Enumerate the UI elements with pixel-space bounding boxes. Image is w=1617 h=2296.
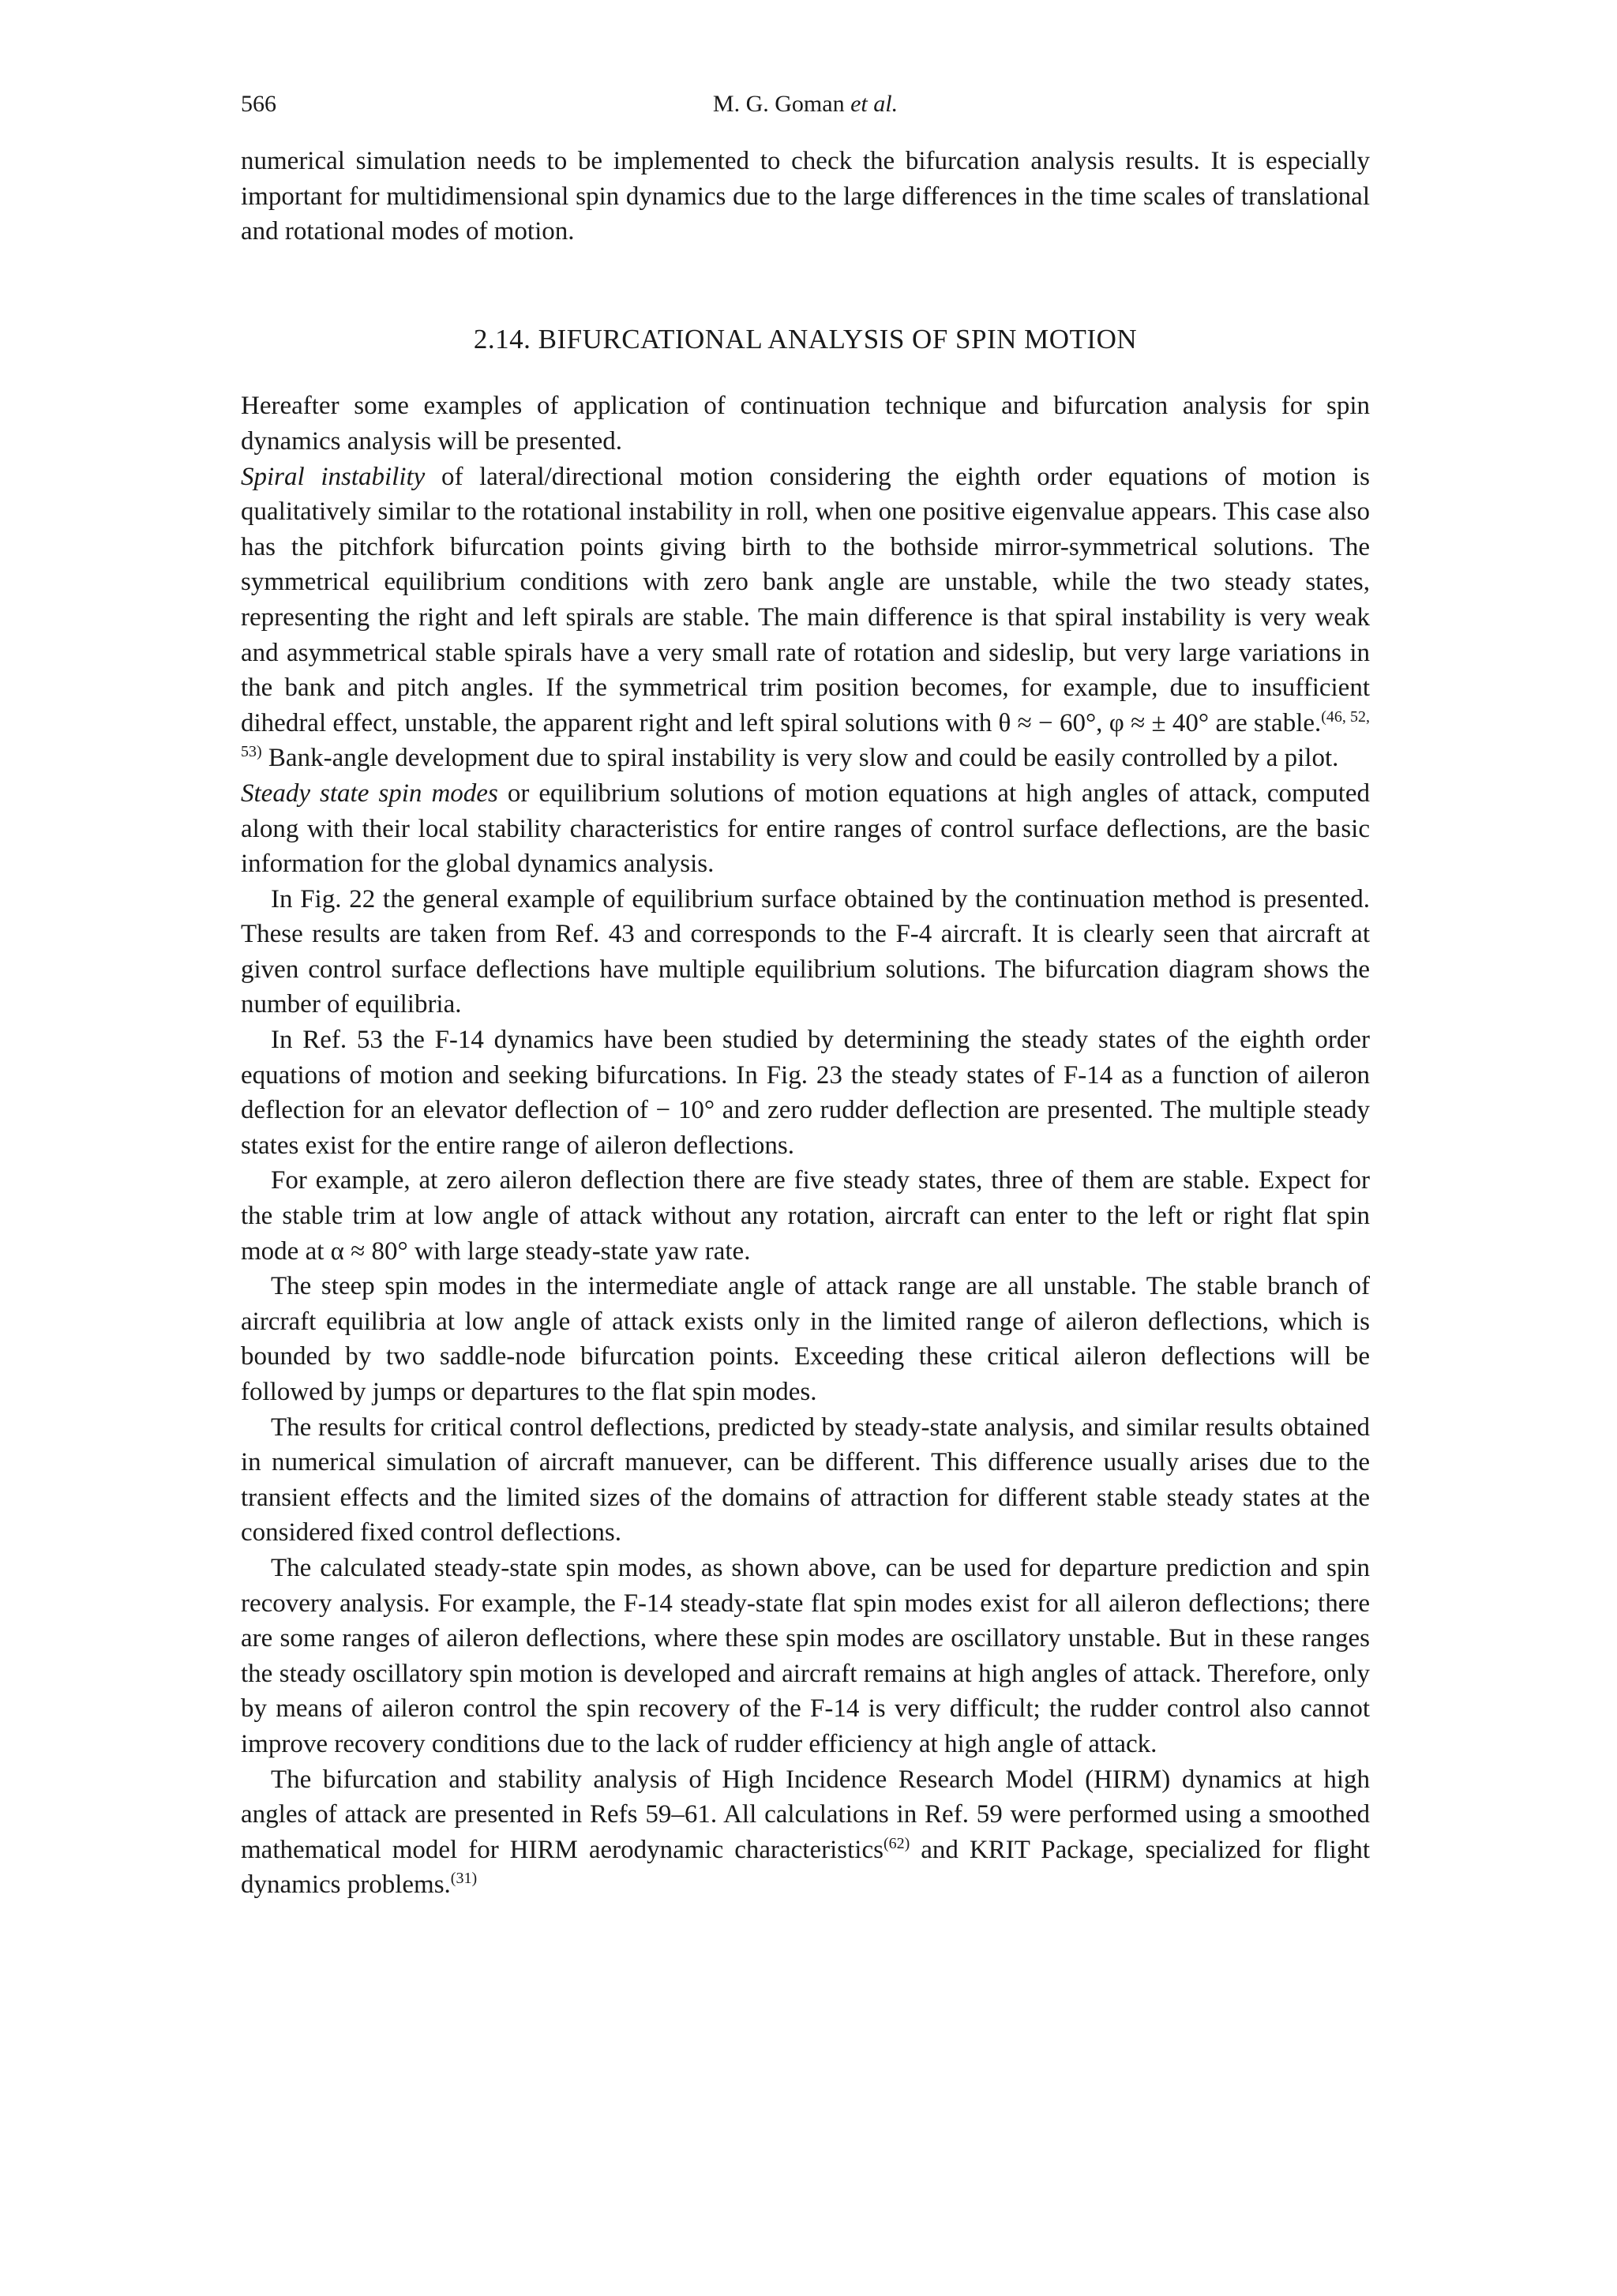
paragraph-spin-recovery: The calculated steady-state spin modes, as shown above, can be used for departure prediction and spin recovery analysis. For example, the F-14 steady-state flat spin modes exist for all aileron deflections; there are some ranges of aileron deflections, where these spin modes are oscillatory unstable. But in these ranges the steady oscillatory spin motion is developed and aircraft remains at high angles of attack. Therefore, only by means of aileron control the spin recovery of the F-14 is very difficult; the rudder control also cannot improve recovery conditions due to the lack of rudder efficiency at high angle of attack. bbox=[241, 1553, 1370, 1758]
citation-ref: (62) bbox=[883, 1834, 910, 1852]
paragraph-spiral-instability bbox=[241, 460, 1370, 776]
running-head-authors: M. G. Goman bbox=[712, 91, 845, 117]
section-title: BIFURCATIONAL ANALYSIS OF SPIN MOTION bbox=[538, 323, 1138, 355]
paragraph-hirm bbox=[241, 1762, 1370, 1903]
paragraph-lead-term: Steady state spin modes bbox=[241, 778, 498, 808]
paragraph-zero-aileron: For example, at zero aileron deflection there are five steady states, three of them are stable. Expect for the stable trim at low angle of attack without any rotation, aircraft can enter to the left or right flat spin mode at α ≈ 80° with large steady-state yaw rate. bbox=[241, 1166, 1370, 1266]
section-heading bbox=[241, 322, 1370, 358]
paragraph-steep-spin-modes: The steep spin modes in the intermediate angle of attack range are all unstable. The stable branch of aircraft equilibria at low angle of attack exists only in the limited range of aileron deflections, which is bounded by two saddle-node bifurcation points. Exceeding these critical aileron deflections will be followed by jumps or departures to the flat spin modes. bbox=[241, 1272, 1370, 1406]
paragraph-fig22: In Fig. 22 the general example of equilibrium surface obtained by the continuation method is presented. These results are taken from Ref. 43 and corresponds to the F-4 aircraft. It is clearly seen that aircraft at given control surface deflections have multiple equilibrium solutions. The bifurcation diagram shows the number of equilibria. bbox=[241, 884, 1370, 1019]
paragraph-body: or equilibrium solutions of motion equations at high angles of attack, computed along with their local stability characteristics for entire ranges of control surface deflections, are the basic information for the global dynamics analysis. bbox=[241, 778, 1371, 879]
paragraph-steady-state-spin-modes bbox=[241, 776, 1370, 882]
page bbox=[241, 87, 1370, 1903]
section-number: 2.14. bbox=[473, 323, 531, 355]
citation-ref: (31) bbox=[450, 1870, 478, 1888]
running-head-etal: et al. bbox=[850, 91, 899, 117]
paragraph-critical-deflections: The results for critical control deflections, predicted by steady-state analysis, and similar results obtained in numerical simulation of aircraft manuever, can be different. This difference usually arises due to the transient effects and the limited sizes of the domains of attraction for different stable steady states at the considered fixed control deflections. bbox=[241, 1412, 1370, 1548]
paragraph-tail: Bank-angle development due to spiral instability is very slow and could be easily controlled by a pilot. bbox=[261, 744, 1339, 773]
paragraph-lead-term: Spiral instability bbox=[241, 462, 426, 491]
paragraph-body: The bifurcation and stability analysis of High Incidence Research Model (HIRM) dynamics at high angles of attack are presented in Refs 59–61. All calculations in Ref. 59 were performed using a smoothed mathematical model for HIRM aerodynamic characteristics bbox=[241, 1765, 1370, 1864]
page-number: 566 bbox=[241, 91, 276, 117]
intro-paragraph: numerical simulation needs to be implemented to check the bifurcation analysis results. It is especially important for multidimensional spin dynamics due to the large differences in the time scales of translational and rotational modes of motion. bbox=[241, 147, 1370, 246]
citation-ref: (46, 52, 53) bbox=[241, 707, 1370, 761]
paragraph-body: and KRIT Package, specialized for flight dynamics problems. bbox=[241, 1835, 1370, 1900]
page-header bbox=[241, 87, 1370, 122]
running-head bbox=[241, 87, 1370, 122]
paragraph-continuation-technique: Hereafter some examples of application of continuation technique and bifurcation analysis for spin dynamics analysis will be presented. bbox=[241, 392, 1370, 456]
paragraph-body: of lateral/directional motion considering the eighth order equations of motion is qualitatively similar to the rotational instability in roll, when one positive eigenvalue appears. This case also has the pitchfork bifurcation points giving birth to the bothside mirror-symmetrical solutions. The symmetrical equilibrium conditions with zero bank angle are unstable, while the two steady states, representing the right and left spirals are stable. The main difference is that spiral instability is very weak and asymmetrical stable spirals have a very small rate of rotation and sideslip, but very large variations in the bank and pitch angles. If the symmetrical trim position becomes, for example, due to insufficient dihedral effect, unstable, the apparent right and left spiral solutions with θ ≈ − 60°, φ ≈ ± 40° are stable. bbox=[241, 462, 1370, 737]
paragraph-f14-dynamics: In Ref. 53 the F-14 dynamics have been studied by determining the steady states of the eighth order equations of motion and seeking bifurcations. In Fig. 23 the steady states of F-14 as a function of aileron deflection for an elevator deflection of − 10° and zero rudder deflection are presented. The multiple steady states exist for the entire range of aileron deflections. bbox=[241, 1026, 1370, 1160]
